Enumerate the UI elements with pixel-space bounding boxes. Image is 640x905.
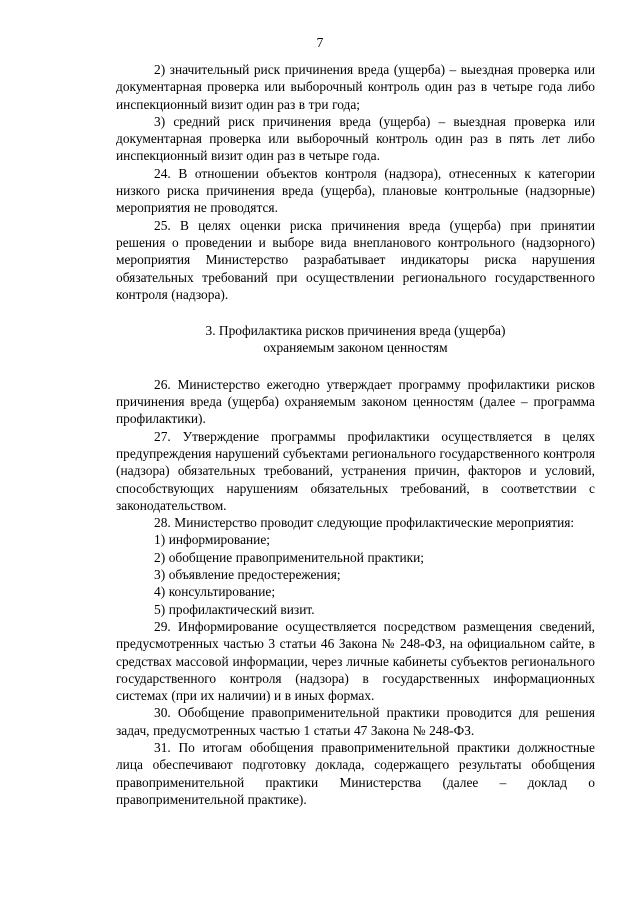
- paragraph-30: 30. Обобщение правоприменительной практики проводится для решения задач, предусмотренных частью 1 статьи 47 Закона № 248-ФЗ.: [116, 705, 595, 738]
- document-body: [116, 61, 595, 808]
- paragraph-25: 25. В целях оценки риска причинения вреда (ущерба) при принятии решения о проведении и выборе вида внепланового контрольного (надзорного) мероприятия Министерство разрабатывает индикаторы риска нарушения обязательных требований при осуществлении регионального государственного контроля (надзора).: [116, 217, 595, 302]
- list-item-warning: 3) объявление предостережения;: [154, 567, 341, 583]
- list-item-informing: 1) информирование;: [154, 532, 271, 548]
- paragraph-risk-medium: 3) средний риск причинения вреда (ущерба) – выездная проверка или документарная проверка или выборочный контроль один раз в пять лет либо инспекционный визит один раз в четыре года.: [116, 113, 595, 164]
- section-heading: [116, 322, 595, 357]
- paragraph-31: 31. По итогам обобщения правоприменительной практики должностные лица обеспечивают подготовку доклада, содержащего результаты обобщения правоприменительной практики Министерства (далее – доклад о правоприменительной практике).: [116, 739, 595, 807]
- paragraph-27: 27. Утверждение программы профилактики осуществляется в целях предупреждения нарушений субъектами регионального государственного контроля (надзора) обязательных требований, устранения причин, факторов и условий, способствующих нарушениям обязательных требований, в соответствии с законодательством.: [116, 428, 595, 513]
- paragraph-risk-significant: 2) значительный риск причинения вреда (ущерба) – выездная проверка или документарная проверка или выборочный контроль один раз в четыре года либо инспекционный визит один раз в три года;: [116, 62, 595, 112]
- paragraph-26: 26. Министерство ежегодно утверждает программу профилактики рисков причинения вреда (ущерба) охраняемым законом ценностям (далее – программа профилактики).: [116, 376, 595, 427]
- list-item-generalization: 2) обобщение правоприменительной практики;: [154, 549, 425, 565]
- paragraph-29: 29. Информирование осуществляется посредством размещения сведений, предусмотренных частью 3 статьи 46 Закона № 248-ФЗ, на официальном сайте, в средствах массовой информации, через личные кабинеты субъектов регионального государственного контроля (надзора) в государственных информационных системах (при их наличии) и в иных формах.: [116, 618, 595, 704]
- paragraph-24: 24. В отношении объектов контроля (надзора), отнесенных к категории низкого риска причинения вреда (ущерба), плановые контрольные (надзорные) мероприятия не проводятся.: [116, 165, 595, 216]
- section-heading-line-1: 3. Профилактика рисков причинения вреда (ущерба): [205, 323, 506, 339]
- paragraph-28: 28. Министерство проводит следующие профилактические мероприятия:: [154, 515, 575, 531]
- page-number: 7: [316, 35, 324, 50]
- list-item-preventive-visit: 5) профилактический визит.: [154, 601, 315, 617]
- section-heading-line-2: охраняемым законом ценностям: [263, 340, 448, 356]
- list-item-consulting: 4) консультирование;: [154, 584, 276, 600]
